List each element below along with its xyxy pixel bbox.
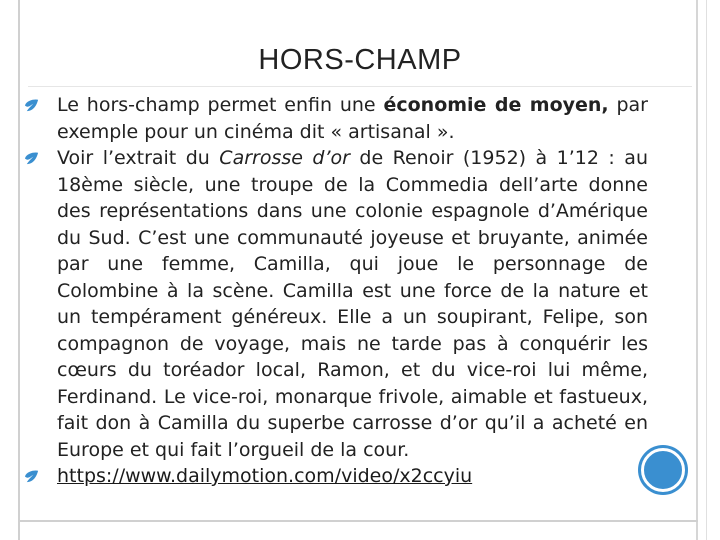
bullet-text-part: de Renoir (1952) à 1’12 : au 18ème siècle, une troupe de la Commedia dell’arte donne des représentations dans une colonie espagnole d’Amérique du Sud. C’est une communauté joyeuse et bruyante, animée par une femme, Camilla, qui joue le personnage de Colombine à la scène. Camilla est une force de la nature et un tempérament généreux. Elle a un soupirant, Felipe, son compagnon de voyage, mais ne tarde pas à conquérir les cœurs du toréador local, Ramon, et du vice-roi lui même, Ferdinand. Le vice-roi, monarque frivole, aimable et fastueux, fait don à Camilla du superbe carrosse d’or qu’il a acheté en Europe et qui fait l’orgueil de la cour. bbox=[57, 147, 648, 461]
slide-title: HORS-CHAMP bbox=[258, 44, 462, 76]
frame-line-bottom bbox=[18, 520, 698, 522]
leaf-bullet-icon bbox=[24, 151, 39, 166]
bullet-item-economie bbox=[24, 92, 648, 145]
title-divider bbox=[28, 86, 692, 87]
slide-bullet-list bbox=[24, 92, 648, 490]
frame-line-right-outer bbox=[696, 0, 698, 540]
bullet-text-part: Voir l’extrait du bbox=[57, 147, 220, 169]
bullet-item-link bbox=[24, 463, 648, 490]
bullet-text-part: par exemple pour un cinéma dit « artisanal ». bbox=[57, 94, 648, 143]
bullet-item-extrait bbox=[24, 145, 648, 463]
leaf-bullet-icon bbox=[24, 469, 39, 484]
leaf-bullet-icon bbox=[24, 98, 39, 113]
bullet-text-part: Le hors-champ permet enfin une bbox=[57, 94, 384, 116]
frame-line-left bbox=[18, 0, 20, 540]
bullet-bold-text: économie de moyen, bbox=[383, 94, 609, 116]
frame-line-right-inner bbox=[706, 0, 707, 540]
video-link[interactable]: https://www.dailymotion.com/video/x2ccyiu bbox=[57, 465, 473, 487]
bullet-italic-text: Carrosse d’or bbox=[219, 147, 350, 169]
decorative-circle bbox=[641, 448, 685, 492]
